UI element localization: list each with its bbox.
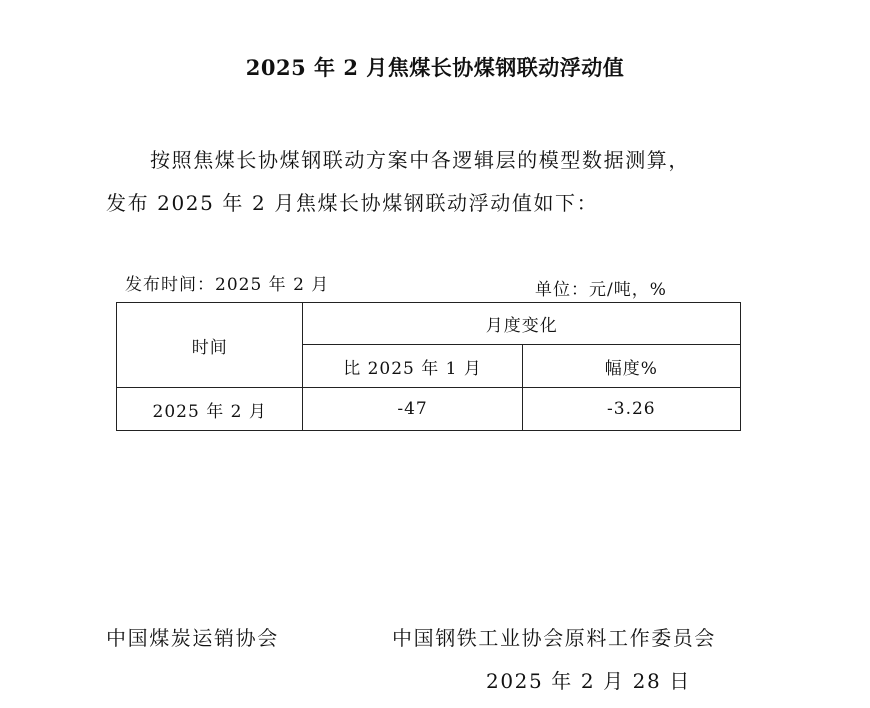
publish-time-label: 发布时间：2025 年 2 月 (125, 275, 330, 295)
header-monthly-change: 月度变化 (303, 303, 741, 345)
org-coal-association: 中国煤炭运销协会 (106, 626, 279, 650)
table-header-row-1 (117, 303, 741, 345)
cell-time: 2025 年 2 月 (117, 388, 303, 431)
document-title: 2025 年 2 月焦煤长协煤钢联动浮动值 (245, 55, 625, 80)
signature-date: 2025 年 2 月 28 日 (486, 669, 691, 693)
intro-paragraph-line-2: 发布 2025 年 2 月焦煤长协煤钢联动浮动值如下： (106, 191, 599, 215)
floating-value-table (116, 302, 741, 431)
cell-compare: -47 (303, 388, 522, 431)
intro-paragraph-line-1: 按照焦煤长协煤钢联动方案中各逻辑层的模型数据测算， (150, 148, 690, 172)
table-row (117, 388, 741, 431)
unit-label: 单位：元/吨，% (535, 280, 667, 300)
cell-range: -3.26 (522, 388, 740, 431)
org-steel-association: 中国钢铁工业协会原料工作委员会 (392, 626, 716, 650)
header-range-percent: 幅度% (522, 345, 740, 388)
header-time: 时间 (117, 303, 303, 388)
header-compare-jan: 比 2025 年 1 月 (303, 345, 522, 388)
